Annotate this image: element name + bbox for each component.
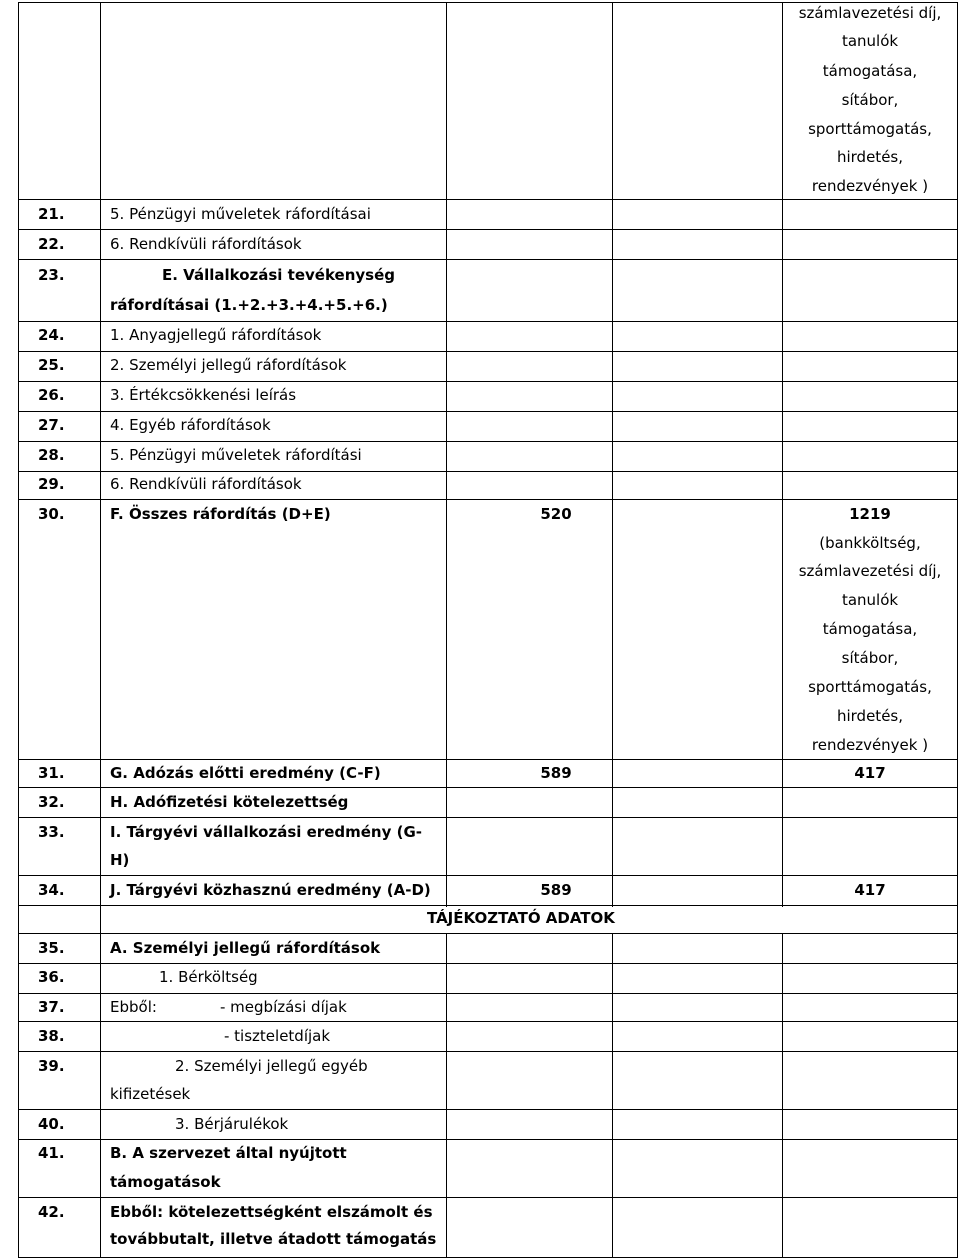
row-label: G. Adózás előtti eredmény (C-F) (110, 764, 381, 782)
note-line: (bankköltség, (819, 534, 921, 552)
row-number: 26. (38, 386, 65, 404)
row-number: 36. (38, 968, 65, 986)
note-line: támogatása, (822, 62, 918, 80)
row-label-continued: továbbutalt, illetve átadott támogatás (110, 1230, 437, 1248)
row-number: 39. (38, 1057, 65, 1075)
row-divider (18, 499, 958, 500)
row-divider (18, 993, 958, 994)
row-number: 29. (38, 475, 65, 493)
row-divider (18, 411, 958, 412)
value-current-year: 417 (854, 881, 886, 899)
row-label-continued: támogatások (110, 1173, 221, 1191)
row-label: 1. Anyagjellegű ráfordítások (110, 326, 322, 344)
row-divider (18, 875, 958, 876)
row-label-continued: H) (110, 851, 130, 869)
row-number: 40. (38, 1115, 65, 1133)
value-previous-year: 589 (540, 764, 572, 782)
row-label: 6. Rendkívüli ráfordítások (110, 235, 302, 253)
row-label: A. Személyi jellegű ráfordítások (110, 939, 381, 957)
row-divider (18, 381, 958, 382)
row-divider (18, 787, 958, 788)
row-number: 38. (38, 1027, 65, 1045)
note-line: tanulók (841, 591, 899, 609)
table-border-top (18, 2, 958, 3)
row-number: 25. (38, 356, 65, 374)
row-divider (18, 963, 958, 964)
value-current-year: 417 (854, 764, 886, 782)
row-label: Ebből: (110, 998, 157, 1016)
row-label: 6. Rendkívüli ráfordítások (110, 475, 302, 493)
row-number: 35. (38, 939, 65, 957)
note-line: számlavezetési díj, (798, 562, 942, 580)
value-current-year: 1219 (849, 505, 891, 523)
row-label: 2. Személyi jellegű egyéb (175, 1057, 368, 1075)
column-divider-label (446, 2, 447, 907)
column-divider-curr-lower (782, 933, 783, 1258)
row-number: 24. (38, 326, 65, 344)
row-label: H. Adófizetési kötelezettség (110, 793, 349, 811)
row-label: E. Vállalkozási tevékenység (162, 266, 395, 284)
note-line: hirdetés, (836, 707, 904, 725)
info-section-header: TÁJÉKOZTATÓ ADATOK (427, 909, 615, 927)
row-number: 32. (38, 793, 65, 811)
row-number: 33. (38, 823, 65, 841)
column-divider-prev-lower (612, 933, 613, 1258)
row-divider (18, 905, 958, 906)
row-number: 23. (38, 266, 65, 284)
note-line: számlavezetési díj, (798, 4, 942, 22)
row-number: 28. (38, 446, 65, 464)
value-previous-year: 589 (540, 881, 572, 899)
row-label: 1. Bérköltség (159, 968, 258, 986)
row-divider (18, 351, 958, 352)
row-label: 4. Egyéb ráfordítások (110, 416, 271, 434)
note-line: sítábor, (841, 91, 899, 109)
column-divider-prev (612, 2, 613, 907)
row-divider (18, 229, 958, 230)
row-number: 22. (38, 235, 65, 253)
row-divider (18, 321, 958, 322)
note-line: tanulók (841, 32, 899, 50)
note-line: rendezvények ) (811, 736, 929, 754)
value-previous-year: 520 (540, 505, 572, 523)
note-line: hirdetés, (836, 148, 904, 166)
row-number: 41. (38, 1144, 65, 1162)
note-line: sporttámogatás, (808, 678, 932, 696)
row-divider (18, 441, 958, 442)
table-border-bottom (18, 1257, 958, 1258)
row-number: 42. (38, 1203, 65, 1221)
row-divider (18, 1197, 958, 1198)
row-label: J. Tárgyévi közhasznú eredmény (A-D) (110, 881, 431, 899)
row-number: 34. (38, 881, 65, 899)
row-label: F. Összes ráfordítás (D+E) (110, 505, 331, 523)
row-divider (18, 1021, 958, 1022)
row-divider (18, 759, 958, 760)
row-label: 3. Értékcsökkenési leírás (110, 386, 297, 404)
row-label: 2. Személyi jellegű ráfordítások (110, 356, 347, 374)
row-divider (18, 1051, 958, 1052)
row-number: 27. (38, 416, 65, 434)
row-number: 30. (38, 505, 65, 523)
row-divider (18, 817, 958, 818)
row-divider (18, 1139, 958, 1140)
row-divider (18, 259, 958, 260)
row-label: 3. Bérjárulékok (175, 1115, 289, 1133)
note-line: támogatása, (822, 620, 918, 638)
column-divider-label-lower (446, 933, 447, 1258)
note-line: sporttámogatás, (808, 120, 932, 138)
row-label: 5. Pénzügyi műveletek ráfordításai (110, 205, 371, 223)
row-divider (18, 199, 958, 200)
row-label: I. Tárgyévi vállalkozási eredmény (G- (110, 823, 422, 841)
row-divider (18, 1109, 958, 1110)
row-label: 5. Pénzügyi műveletek ráfordítási (110, 446, 362, 464)
row-label: Ebből: kötelezettségként elszámolt és (110, 1203, 433, 1221)
row-divider (18, 933, 958, 934)
table-border-left (18, 2, 19, 1258)
row-label-continued: ráfordításai (1.+2.+3.+4.+5.+6.) (110, 296, 388, 314)
row-number: 21. (38, 205, 65, 223)
note-line: sítábor, (841, 649, 899, 667)
row-number: 31. (38, 764, 65, 782)
row-label-continued: kifizetések (110, 1085, 191, 1103)
row-number: 37. (38, 998, 65, 1016)
row-sublabel: - megbízási díjak (220, 998, 347, 1016)
row-label: B. A szervezet által nyújtott (110, 1144, 347, 1162)
row-divider (18, 471, 958, 472)
note-line: rendezvények ) (811, 177, 929, 195)
row-label: - tiszteletdíjak (224, 1027, 331, 1045)
column-divider-num (100, 2, 101, 1258)
